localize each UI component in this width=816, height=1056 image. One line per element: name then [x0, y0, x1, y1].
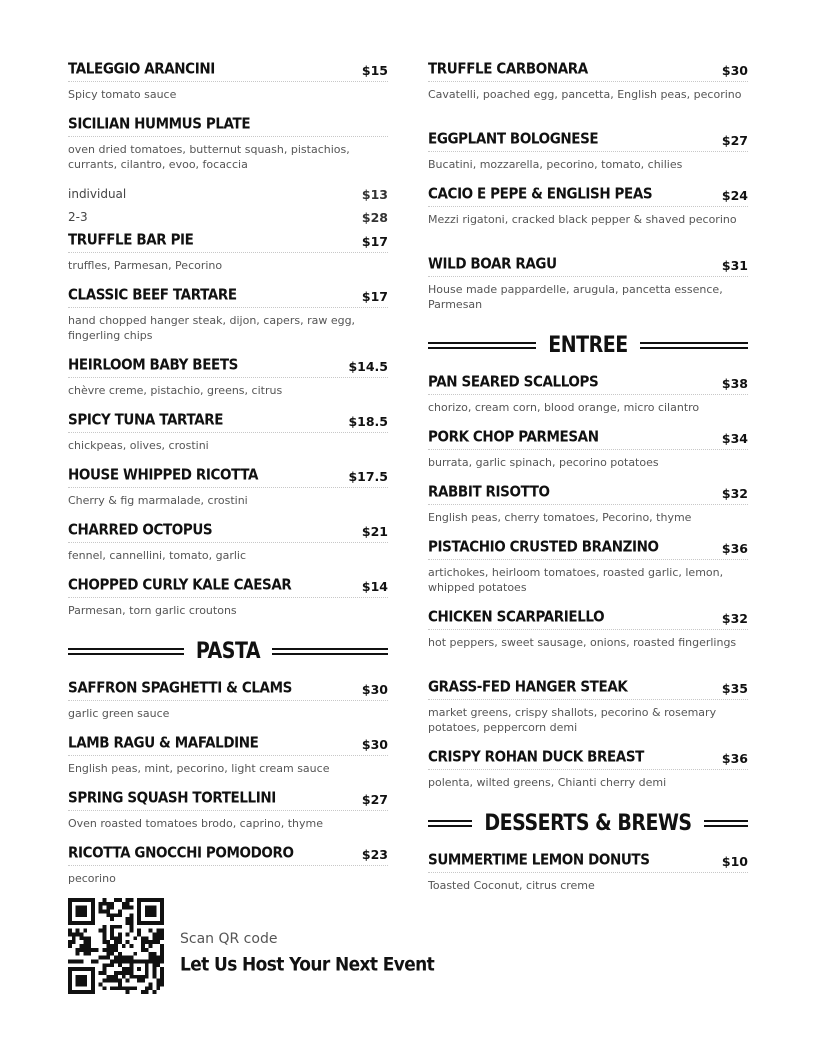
menu-item-name: CACIO E PEPE & ENGLISH PEAS: [428, 185, 653, 203]
menu-item-name: RICOTTA GNOCCHI POMODORO: [68, 844, 294, 862]
desserts-section-header: [428, 805, 748, 841]
menu-item: [68, 519, 388, 574]
section-title: DESSERTS & BREWS: [484, 810, 692, 836]
pasta-list-continued: [428, 58, 748, 323]
menu-item-header: [68, 409, 388, 433]
menu-item-header: [68, 677, 388, 701]
menu-item-name: CHOPPED CURLY KALE CAESAR: [68, 576, 292, 594]
menu-item-name: TRUFFLE CARBONARA: [428, 60, 588, 78]
menu-item-description: garlic green sauce: [68, 707, 170, 720]
menu-item: [68, 229, 388, 284]
menu-item-price: $24: [721, 188, 748, 203]
portion-option-price: $28: [361, 210, 388, 225]
menu-item-header: [68, 464, 388, 488]
menu-item-description: pecorino: [68, 872, 116, 885]
menu-item-price: $34: [721, 431, 748, 446]
menu-item-name: PAN SEARED SCALLOPS: [428, 373, 599, 391]
menu-item: [68, 732, 388, 787]
menu-item-name: CHICKEN SCARPARIELLO: [428, 608, 605, 626]
menu-item-header: [68, 842, 388, 866]
divider-line: [640, 342, 748, 349]
divider-line: [68, 648, 184, 655]
left-column: [68, 58, 388, 897]
menu-item-header: [428, 746, 748, 770]
menu-item-header: [428, 371, 748, 395]
menu-item-header: [428, 426, 748, 450]
desserts-list: [428, 849, 748, 904]
menu-item-price: $36: [721, 751, 748, 766]
menu-item-price: $15: [361, 63, 388, 78]
menu-item: [68, 113, 388, 183]
menu-item-price: $18.5: [348, 414, 388, 429]
starters-list: [68, 58, 388, 183]
menu-item-description: market greens, crispy shallots, pecorino & rosemary potatoes, peppercorn demi: [428, 706, 717, 734]
menu-item-description: English peas, cherry tomatoes, Pecorino, thyme: [428, 511, 692, 524]
menu-item-header: [68, 732, 388, 756]
menu-item-description: English peas, mint, pecorino, light cream sauce: [68, 762, 330, 775]
menu-item: [68, 284, 388, 354]
menu-item-header: [68, 574, 388, 598]
menu-item-description: hand chopped hanger steak, dijon, capers, raw egg, fingerling chips: [68, 314, 356, 342]
menu-item: [428, 481, 748, 536]
menu-item: [68, 842, 388, 897]
menu-item-description: Parmesan, torn garlic croutons: [68, 604, 237, 617]
menu-item-description: hot peppers, sweet sausage, onions, roasted fingerlings: [428, 636, 737, 649]
qr-block: [68, 898, 434, 994]
divider-line: [704, 820, 748, 827]
menu-item-price: $30: [721, 63, 748, 78]
menu-item-header: [428, 253, 748, 277]
menu-item-name: WILD BOAR RAGU: [428, 255, 557, 273]
menu-item-name: HEIRLOOM BABY BEETS: [68, 356, 238, 374]
divider-line: [272, 648, 388, 655]
menu-item: [428, 253, 748, 323]
menu-item-description: House made pappardelle, arugula, pancetta essence, Parmesan: [428, 283, 723, 311]
menu-item-name: PISTACHIO CRUSTED BRANZINO: [428, 538, 659, 556]
menu-item-name: PORK CHOP PARMESAN: [428, 428, 599, 446]
menu-item-header: [68, 284, 388, 308]
menu-item-price: $10: [721, 854, 748, 869]
menu-item-header: [68, 519, 388, 543]
menu-item-name: SAFFRON SPAGHETTI & CLAMS: [68, 679, 292, 697]
qr-text: [180, 917, 434, 975]
menu-item-name: SUMMERTIME LEMON DONUTS: [428, 851, 650, 869]
menu-item: [428, 183, 748, 253]
menu-item-header: [428, 536, 748, 560]
menu-item-price: $38: [721, 376, 748, 391]
menu-item: [68, 58, 388, 113]
menu-item-price: $32: [721, 486, 748, 501]
entree-list: [428, 371, 748, 801]
qr-caption: Scan QR code: [180, 931, 278, 947]
menu-item-header: [68, 229, 388, 253]
menu-item-description: truffles, Parmesan, Pecorino: [68, 259, 223, 272]
menu-item-name: LAMB RAGU & MAFALDINE: [68, 734, 259, 752]
menu-item-name: EGGPLANT BOLOGNESE: [428, 130, 599, 148]
menu-item: [68, 677, 388, 732]
menu-item-header: [428, 606, 748, 630]
menu-item-price: $32: [721, 611, 748, 626]
menu-item-name: CHARRED OCTOPUS: [68, 521, 213, 539]
menu-item-header: [428, 183, 748, 207]
menu-item: [428, 426, 748, 481]
menu-item-name: TRUFFLE BAR PIE: [68, 231, 194, 249]
menu-item-name: RABBIT RISOTTO: [428, 483, 550, 501]
portion-option: [68, 206, 388, 229]
menu-item: [428, 536, 748, 606]
portion-options: [68, 183, 388, 229]
qr-code-icon[interactable]: [68, 898, 164, 994]
menu-item-name: SICILIAN HUMMUS PLATE: [68, 115, 251, 133]
menu-item-description: polenta, wilted greens, Chianti cherry demi: [428, 776, 667, 789]
menu-item-price: $23: [361, 847, 388, 862]
menu-item-price: $17.5: [348, 469, 388, 484]
menu-item: [428, 606, 748, 676]
menu-item: [428, 371, 748, 426]
menu-item-description: burrata, garlic spinach, pecorino potatoes: [428, 456, 659, 469]
menu-item-header: [428, 58, 748, 82]
section-title: PASTA: [195, 638, 261, 664]
menu-item-price: $14: [361, 579, 388, 594]
portion-option-price: $13: [361, 187, 388, 202]
portion-option-label: individual: [68, 187, 127, 201]
pasta-list: [68, 677, 388, 897]
menu-item: [428, 676, 748, 746]
menu-item-price: $14.5: [348, 359, 388, 374]
menu-item-description: chèvre creme, pistachio, greens, citrus: [68, 384, 283, 397]
menu-item-price: $27: [721, 133, 748, 148]
menu-item-price: $27: [361, 792, 388, 807]
menu-item-header: [68, 354, 388, 378]
menu-item-description: Mezzi rigatoni, cracked black pepper & shaved pecorino: [428, 213, 737, 226]
menu-item-name: SPICY TUNA TARTARE: [68, 411, 224, 429]
menu-item-description: fennel, cannellini, tomato, garlic: [68, 549, 247, 562]
menu-item-description: chickpeas, olives, crostini: [68, 439, 209, 452]
menu-item-name: HOUSE WHIPPED RICOTTA: [68, 466, 259, 484]
menu-item-header: [428, 481, 748, 505]
qr-tagline: Let Us Host Your Next Event: [180, 953, 435, 977]
menu-item-price: $17: [361, 289, 388, 304]
menu-item-header: [68, 58, 388, 82]
portion-option: [68, 183, 388, 206]
menu-item-header: [68, 113, 388, 137]
right-column: [428, 58, 748, 904]
menu-item: [68, 354, 388, 409]
menu-item-description: oven dried tomatoes, butternut squash, pistachios, currants, cilantro, evoo, focaccia: [68, 143, 350, 171]
starters-list-continued: [68, 229, 388, 629]
menu-item: [68, 409, 388, 464]
entree-section-header: [428, 327, 748, 363]
menu-item-price: $17: [361, 234, 388, 249]
menu-item-header: [68, 787, 388, 811]
menu-item-name: SPRING SQUASH TORTELLINI: [68, 789, 276, 807]
menu-item-price: $30: [361, 737, 388, 752]
menu-item: [68, 574, 388, 629]
menu-item: [428, 849, 748, 904]
menu-item-description: Cherry & fig marmalade, crostini: [68, 494, 248, 507]
menu-item-description: Cavatelli, poached egg, pancetta, English peas, pecorino: [428, 88, 742, 101]
menu-item-description: Bucatini, mozzarella, pecorino, tomato, chilies: [428, 158, 683, 171]
portion-option-label: 2-3: [68, 210, 88, 224]
menu-item-header: [428, 849, 748, 873]
menu-item-name: GRASS-FED HANGER STEAK: [428, 678, 628, 696]
menu-item-price: $35: [721, 681, 748, 696]
menu-item: [428, 746, 748, 801]
menu-item-name: CRISPY ROHAN DUCK BREAST: [428, 748, 644, 766]
menu-item-price: $31: [721, 258, 748, 273]
menu-item-name: TALEGGIO ARANCINI: [68, 60, 215, 78]
menu-item-price: $21: [361, 524, 388, 539]
menu-item-header: [428, 676, 748, 700]
menu-item: [428, 58, 748, 128]
menu-item: [68, 464, 388, 519]
menu-item-description: Oven roasted tomatoes brodo, caprino, thyme: [68, 817, 324, 830]
section-title: ENTREE: [548, 332, 628, 358]
menu-item-header: [428, 128, 748, 152]
menu-item-description: artichokes, heirloom tomatoes, roasted garlic, lemon, whipped potatoes: [428, 566, 724, 594]
menu-item-name: CLASSIC BEEF TARTARE: [68, 286, 237, 304]
menu-item: [428, 128, 748, 183]
divider-line: [428, 820, 472, 827]
menu-item-description: Toasted Coconut, citrus creme: [428, 879, 595, 892]
menu-item-price: $30: [361, 682, 388, 697]
menu-item: [68, 787, 388, 842]
menu-item-description: Spicy tomato sauce: [68, 88, 177, 101]
menu-item-price: $36: [721, 541, 748, 556]
divider-line: [428, 342, 536, 349]
menu-item-description: chorizo, cream corn, blood orange, micro cilantro: [428, 401, 700, 414]
pasta-section-header: [68, 633, 388, 669]
